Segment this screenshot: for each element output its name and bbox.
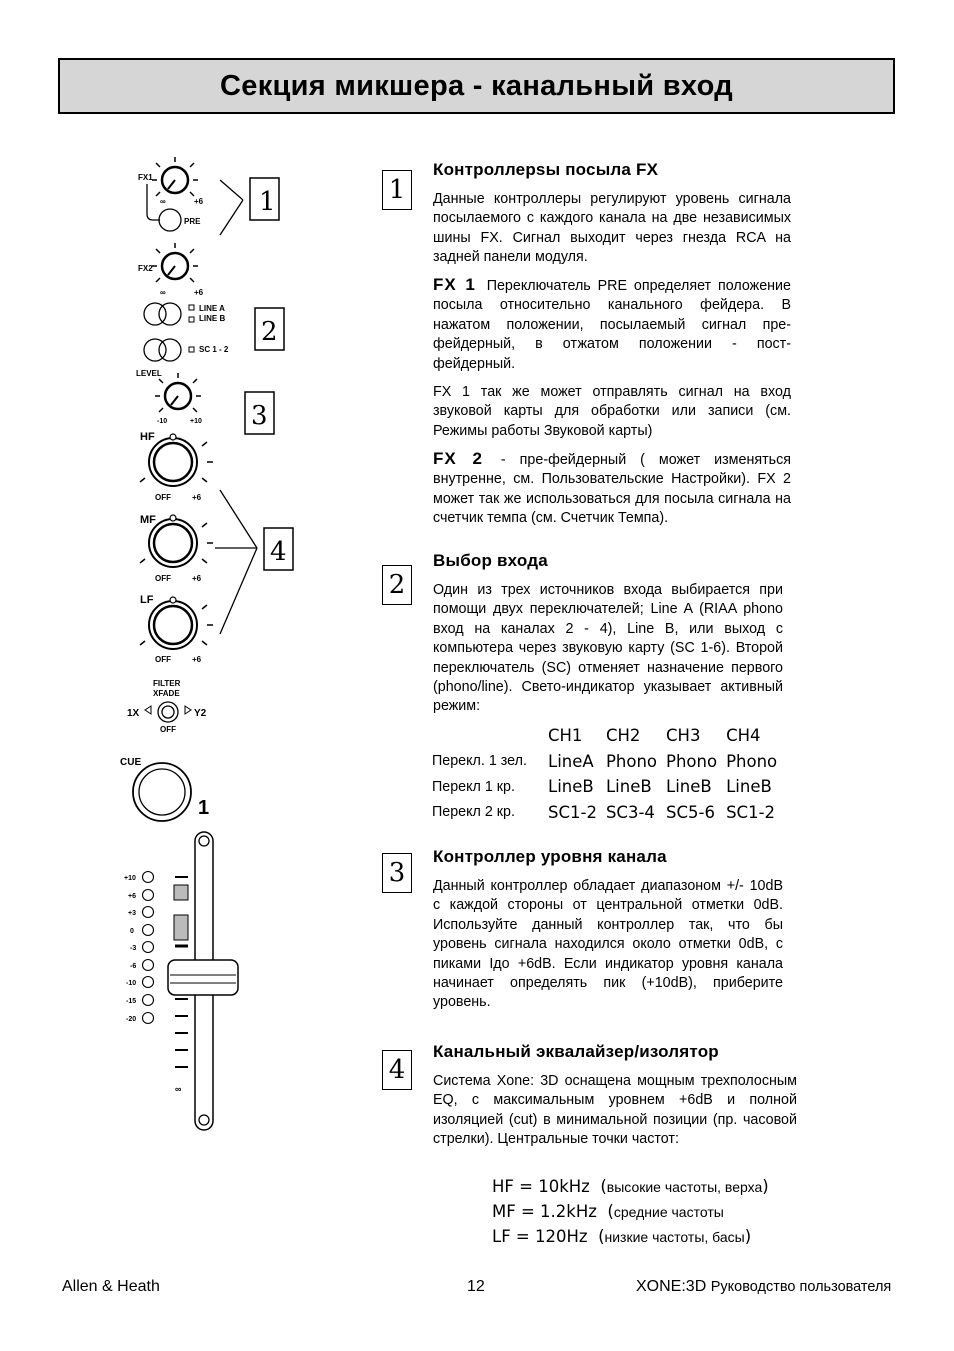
table-cell: LineB [605, 777, 652, 797]
meter-label-minus20: -20 [126, 1016, 137, 1023]
xfade-off-label: OFF [160, 725, 176, 734]
column-header: CH1 [548, 726, 583, 746]
section-4-title: Канальный эквалайзер/изолятор [433, 1042, 719, 1061]
input-selection-table [432, 723, 786, 825]
mf-label: MF [140, 514, 156, 526]
lf-min-label: OFF [155, 655, 171, 664]
meter-label-plus6: +6 [128, 893, 136, 900]
callout-2: 2 [261, 317, 278, 347]
section-2-title: Выбор входа [433, 551, 548, 570]
table-cell: LineB [548, 777, 594, 797]
fader-bottom-label: ∞ [175, 1084, 182, 1094]
xfade-switch [158, 702, 178, 722]
table-cell: Phono [666, 751, 718, 771]
cue-button [133, 763, 191, 821]
channel-number: 1 [198, 797, 210, 819]
fx1-text: Переключатель PRE определяет положение посыла относительно канального фейдера. В нажатом положении, посылаемый сигнал пре-фейдерный, в отжатом положении - пост-фейдерный. [433, 278, 791, 372]
level-label: LEVEL [136, 369, 162, 378]
fx2-max-label: +6 [194, 288, 204, 297]
line-a-label: LINE A [199, 304, 225, 313]
table-cell: LineB [666, 777, 712, 797]
table-cell: SC5-6 [666, 802, 715, 822]
meter-label-plus10: +10 [124, 875, 136, 882]
level-meter [124, 872, 154, 1024]
meter-label-minus3: -3 [130, 945, 137, 952]
fx1-max-label: +6 [194, 197, 204, 206]
line-switch [159, 303, 181, 325]
mf-max-label: +6 [192, 574, 202, 583]
lf-label: LF [140, 594, 154, 606]
fx2-text: - пре-фейдерный ( может изменяться внутренне, см. Пользовательские Настройки). FX 2 может так же использоваться для посыла сигнала на счетчик темпа (см. Счетчик Темпа). [433, 452, 791, 527]
section-1-paragraph-3: FX 1 так же может отправлять сигнал на вход звуковой карты для обработки или записи (см. Режимы работы Звуковой карты) [433, 384, 791, 439]
pre-button [159, 209, 181, 231]
hf-knob [140, 434, 213, 502]
fx2-label: FX2 [138, 264, 153, 273]
filter-label: FILTER [153, 679, 181, 688]
level-max-label: +10 [190, 418, 202, 425]
section-2-paragraph-1: Один из трех источников входа выбирается при помощи двух переключателей; Line A (RIAA phono вход на каналах 2 - 4), Line B, или выход с компьютера через звуковую карту (SC 1-6). Второй переключатель (SC) отменяет назначение первого (phono/line). Свето-индикатор указывает активный режим: [433, 582, 783, 715]
meter-label-minus10: -10 [126, 980, 137, 987]
section-4-number: 4 [382, 1050, 412, 1090]
level-min-label: -10 [157, 418, 168, 425]
lf-max-label: +6 [192, 655, 202, 664]
table-header-row [432, 723, 786, 749]
hf-min-label: OFF [155, 493, 171, 502]
hf-max-label: +6 [192, 493, 202, 502]
callout-4: 4 [270, 537, 287, 567]
page-title: Секция микшера - канальный вход [220, 69, 733, 102]
footer-brand: Allen & Heath [62, 1278, 160, 1295]
section-1-paragraph-1: Данные контроллеры регулируют уровень сигнала посылаемого с каждого канала на две независимых шины FX. Сигнал выходит через гнезда RCA на задней панели модуля. [433, 191, 791, 266]
freq-mf: MF = 1.2kHz (средние частоты [492, 1202, 724, 1221]
xfade-label: XFADE [153, 689, 180, 698]
table-cell: LineB [726, 777, 772, 797]
fx1-min-label: ∞ [160, 197, 166, 206]
sc-led-icon [189, 347, 194, 352]
fx1-label: FX1 [138, 173, 153, 182]
page-title-bar [58, 58, 895, 114]
table-row [432, 800, 786, 826]
footer-page-number: 12 [467, 1278, 485, 1295]
freq-lf: LF = 120Hz (низкие частоты, басы) [492, 1227, 752, 1246]
fx2-lead: FX 2 [433, 449, 483, 468]
row-label: Перекл. 1 зел. [432, 753, 527, 770]
table-cell: Phono [726, 751, 778, 771]
fx2-knob [138, 243, 204, 297]
level-knob [155, 373, 202, 425]
meter-label-0: 0 [130, 928, 134, 935]
fx1-lead: FX 1 [433, 275, 476, 294]
table-cell: SC1-2 [548, 802, 597, 822]
column-header: CH4 [726, 726, 761, 746]
hf-label: HF [140, 431, 155, 443]
xfade-y-label: Y2 [194, 708, 207, 719]
section-1-number: 1 [382, 170, 412, 210]
mf-min-label: OFF [155, 574, 171, 583]
freq-hf: HF = 10kHz (высокие частоты, верха) [492, 1177, 769, 1196]
table-cell: SC3-4 [605, 802, 655, 822]
section-1-title: Контроллерsы посыла FX [433, 160, 659, 179]
table-row [432, 774, 786, 800]
section-1-paragraph-4 [433, 449, 791, 529]
pre-label: PRE [184, 217, 201, 226]
section-2-number: 2 [382, 565, 412, 605]
table-row [432, 749, 786, 775]
xfade-x-label: 1X [127, 708, 140, 719]
channel-strip-diagram [110, 140, 310, 1140]
table-cell: LineA [548, 751, 594, 771]
line-b-label: LINE B [199, 314, 226, 323]
lf-knob [140, 597, 213, 664]
column-header: CH2 [605, 726, 641, 746]
callout-1: 1 [259, 187, 276, 217]
cue-label: CUE [120, 757, 142, 768]
section-4-paragraph-1: Система Xone: 3D оснащена мощным трехполосным EQ, с максимальным уровнем +6dB и полной изоляцией (cut) в минимальной позиции (пр. часовой стрелки). Центральные точки частот: [433, 1073, 797, 1148]
fx1-knob [138, 157, 204, 220]
section-3-number: 3 [382, 853, 412, 893]
column-header: CH3 [666, 726, 701, 746]
footer-title: XONE:3D Руководство пользователя [636, 1278, 892, 1295]
row-label: Перекл 2 кр. [432, 804, 515, 821]
meter-label-plus3: +3 [128, 910, 136, 917]
table-cell: Phono [605, 751, 658, 771]
sc-label: SC 1 - 2 [199, 345, 229, 354]
line-b-led-icon [189, 317, 194, 322]
table-cell: SC1-2 [726, 802, 776, 822]
meter-label-minus6: -6 [130, 963, 137, 970]
section-1-paragraph-2 [433, 275, 791, 374]
row-label: Перекл 1 кр. [432, 778, 515, 795]
section-3-paragraph-1: Данный контроллер обладает диапазоном +/- 10dB с каждой стороны от центральной отметки 0dB. Используйте данный контроллер так, что бы уровень сигнала находился около отметки 0dB, с пиками Iдо +6dB. Если индикатор уровня канала начинает определять пик (+10dB), приберите уровень. [433, 878, 783, 1011]
meter-label-minus15: -15 [126, 998, 137, 1005]
section-3-title: Контроллер уровня канала [433, 847, 667, 866]
line-a-led-icon [189, 305, 194, 310]
callout-3: 3 [251, 401, 268, 431]
fx2-min-label: ∞ [160, 288, 166, 297]
